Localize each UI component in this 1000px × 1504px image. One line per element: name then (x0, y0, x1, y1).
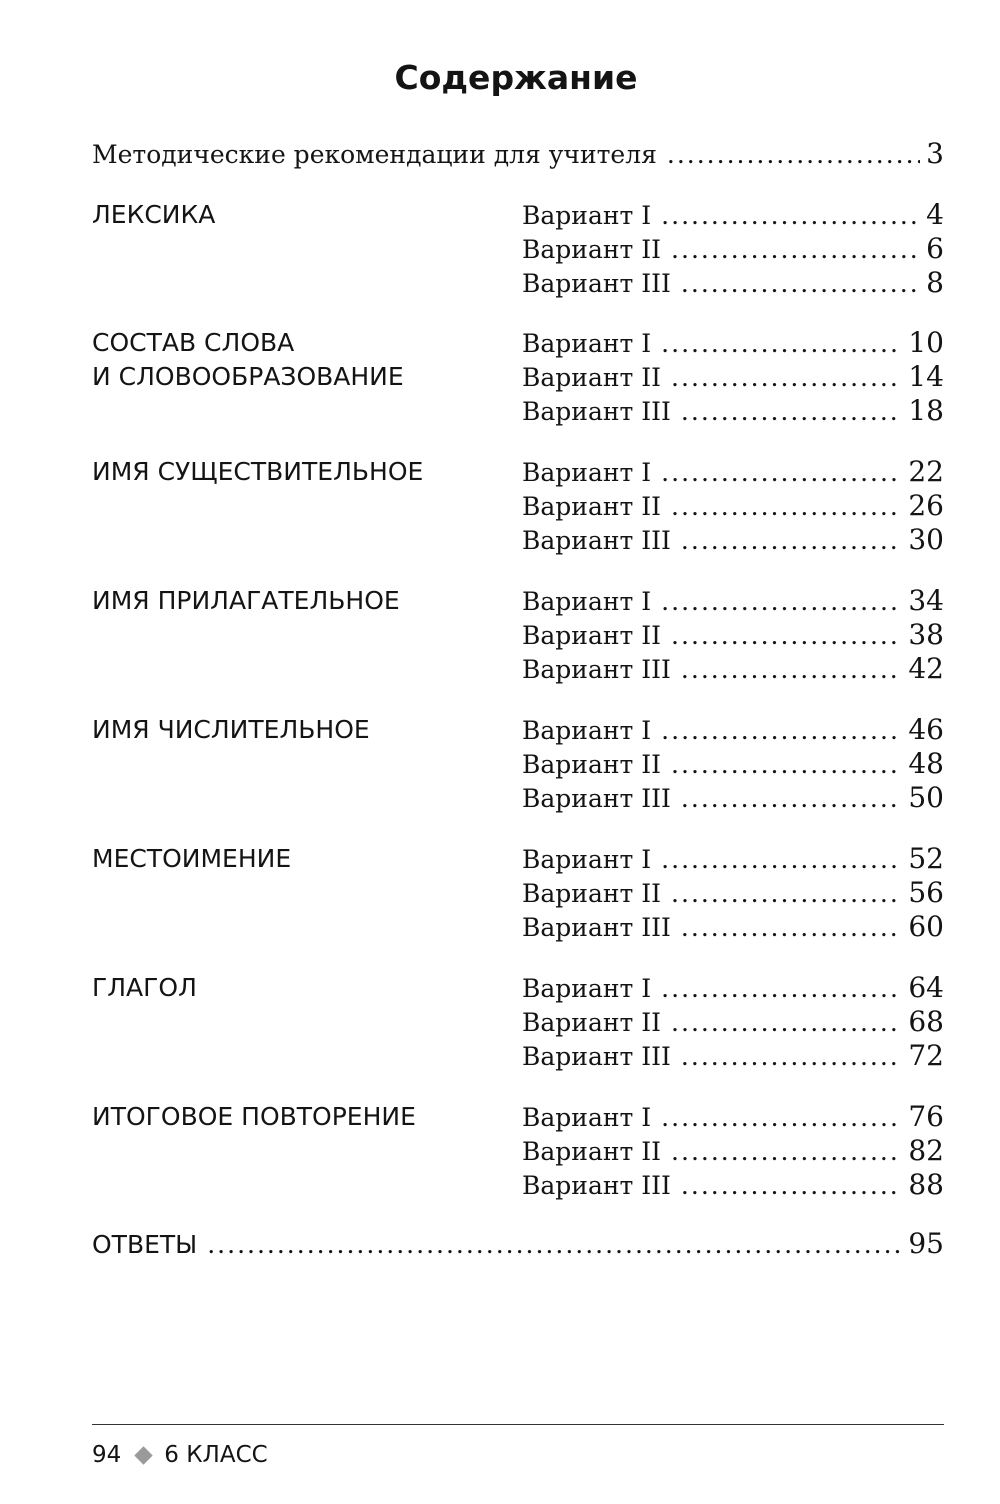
answers-label: ОТВЕТЫ (92, 1230, 198, 1259)
variant-label: Вариант II (522, 492, 662, 521)
variant-label: Вариант II (522, 1008, 662, 1037)
variant-entry[interactable] (522, 1100, 944, 1134)
variant-entry[interactable] (522, 489, 944, 523)
dot-leader (671, 1135, 902, 1168)
intro-label: Методические рекомендации для учителя (92, 140, 657, 169)
variant-entry[interactable] (522, 455, 944, 489)
section-title-line: ЛЕКСИКА (92, 200, 216, 229)
variant-label: Вариант III (522, 526, 671, 555)
section-title (92, 842, 492, 876)
dot-leader (661, 972, 902, 1005)
section-title-line: ГЛАГОЛ (92, 973, 197, 1002)
dot-leader (671, 361, 902, 394)
dot-leader (207, 1228, 902, 1261)
variant-label: Вариант I (522, 458, 652, 487)
variant-entry[interactable] (522, 747, 944, 781)
variant-label: Вариант I (522, 716, 652, 745)
section-title-line: СОСТАВ СЛОВА (92, 328, 295, 357)
variant-entry[interactable] (522, 713, 944, 747)
section-title (92, 584, 492, 618)
variant-label: Вариант III (522, 1042, 671, 1071)
variant-label: Вариант III (522, 397, 671, 426)
variant-label: Вариант II (522, 750, 662, 779)
section-title-line: ИМЯ СУЩЕСТВИТЕЛЬНОЕ (92, 457, 424, 486)
variant-page-number: 50 (908, 781, 944, 814)
dot-leader (661, 843, 902, 876)
dot-leader (681, 395, 902, 428)
dot-leader (681, 524, 902, 557)
section-title (92, 326, 492, 394)
variant-label: Вариант III (522, 913, 671, 942)
variant-label: Вариант II (522, 235, 662, 264)
variant-page-number: 46 (908, 713, 944, 746)
variant-label: Вариант II (522, 621, 662, 650)
variant-page-number: 56 (908, 876, 944, 909)
variant-page-number: 34 (908, 584, 944, 617)
variant-label: Вариант I (522, 845, 652, 874)
variant-label: Вариант I (522, 587, 652, 616)
footer-grade: 6 КЛАСС (164, 1442, 268, 1468)
variant-entry[interactable] (522, 1134, 944, 1168)
footer-page-number: 94 (92, 1442, 122, 1468)
variant-label: Вариант II (522, 1137, 662, 1166)
variant-label: Вариант I (522, 974, 652, 1003)
dot-leader (681, 1169, 902, 1202)
section-title-line: ИМЯ ЧИСЛИТЕЛЬНОЕ (92, 715, 370, 744)
section-title-line: ИТОГОВОЕ ПОВТОРЕНИЕ (92, 1102, 416, 1131)
variant-page-number: 22 (908, 455, 944, 488)
variant-page-number: 88 (908, 1168, 944, 1201)
variant-entry[interactable] (522, 394, 944, 428)
variant-label: Вариант II (522, 879, 662, 908)
section-title (92, 971, 492, 1005)
dot-leader (671, 490, 902, 523)
dot-leader (667, 138, 920, 171)
variant-page-number: 14 (908, 360, 944, 393)
variant-entry[interactable] (522, 1039, 944, 1073)
section-title-line: И СЛОВООБРАЗОВАНИЕ (92, 362, 404, 391)
variant-entry[interactable] (522, 1168, 944, 1202)
dot-leader (661, 1101, 902, 1134)
variant-page-number: 64 (908, 971, 944, 1004)
dot-leader (661, 456, 902, 489)
section-title-line: МЕСТОИМЕНИЕ (92, 844, 292, 873)
variant-page-number: 76 (908, 1100, 944, 1133)
dot-leader (671, 877, 902, 910)
variant-label: Вариант I (522, 1103, 652, 1132)
footer-divider (92, 1424, 944, 1425)
dot-leader (681, 1040, 902, 1073)
variant-label: Вариант III (522, 784, 671, 813)
variant-label: Вариант III (522, 655, 671, 684)
page-footer (92, 1440, 268, 1470)
variant-page-number: 10 (908, 326, 944, 359)
variant-entry[interactable] (522, 584, 944, 618)
variant-label: Вариант II (522, 363, 662, 392)
section-title-line: ИМЯ ПРИЛАГАТЕЛЬНОЕ (92, 586, 400, 615)
variant-entry[interactable] (522, 618, 944, 652)
variant-label: Вариант I (522, 201, 652, 230)
variant-page-number: 48 (908, 747, 944, 780)
section-title (92, 1100, 492, 1134)
variant-entry[interactable] (522, 232, 944, 266)
variant-page-number: 82 (908, 1134, 944, 1167)
variant-page-number: 26 (908, 489, 944, 522)
variant-label: Вариант I (522, 329, 652, 358)
variant-entry[interactable] (522, 652, 944, 686)
page-title: Содержание (394, 58, 638, 97)
dot-leader (681, 267, 920, 300)
variant-entry[interactable] (522, 876, 944, 910)
variant-entry[interactable] (522, 523, 944, 557)
variant-page-number: 38 (908, 618, 944, 651)
intro-entry[interactable] (92, 137, 944, 171)
variant-page-number: 72 (908, 1039, 944, 1072)
dot-leader (671, 1006, 902, 1039)
variant-entry[interactable] (522, 971, 944, 1005)
dot-leader (671, 619, 902, 652)
variant-page-number: 18 (908, 394, 944, 427)
intro-page-number: 3 (926, 137, 944, 170)
dot-leader (661, 585, 902, 618)
dot-leader (681, 911, 902, 944)
section-title (92, 198, 492, 232)
dot-leader (681, 653, 902, 686)
variant-entry[interactable] (522, 781, 944, 815)
dot-leader (681, 782, 902, 815)
variant-page-number: 8 (926, 266, 944, 299)
dot-leader (671, 748, 902, 781)
variant-entry[interactable] (522, 266, 944, 300)
dot-leader (671, 233, 920, 266)
variant-page-number: 4 (926, 198, 944, 231)
variant-entry[interactable] (522, 910, 944, 944)
variant-page-number: 68 (908, 1005, 944, 1038)
variant-page-number: 6 (926, 232, 944, 265)
variant-label: Вариант III (522, 269, 671, 298)
dot-leader (661, 714, 902, 747)
variant-entry[interactable] (522, 842, 944, 876)
variant-entry[interactable] (522, 360, 944, 394)
variant-entry[interactable] (522, 1005, 944, 1039)
variant-page-number: 60 (908, 910, 944, 943)
variant-entry[interactable] (522, 198, 944, 232)
variant-entry[interactable] (522, 326, 944, 360)
answers-entry[interactable] (92, 1227, 944, 1261)
variant-page-number: 42 (908, 652, 944, 685)
answers-page-number: 95 (908, 1227, 944, 1260)
section-title (92, 455, 492, 489)
variant-label: Вариант III (522, 1171, 671, 1200)
variant-page-number: 52 (908, 842, 944, 875)
diamond-icon (135, 1446, 153, 1464)
dot-leader (661, 327, 902, 360)
dot-leader (661, 199, 920, 232)
section-title (92, 713, 492, 747)
variant-page-number: 30 (908, 523, 944, 556)
